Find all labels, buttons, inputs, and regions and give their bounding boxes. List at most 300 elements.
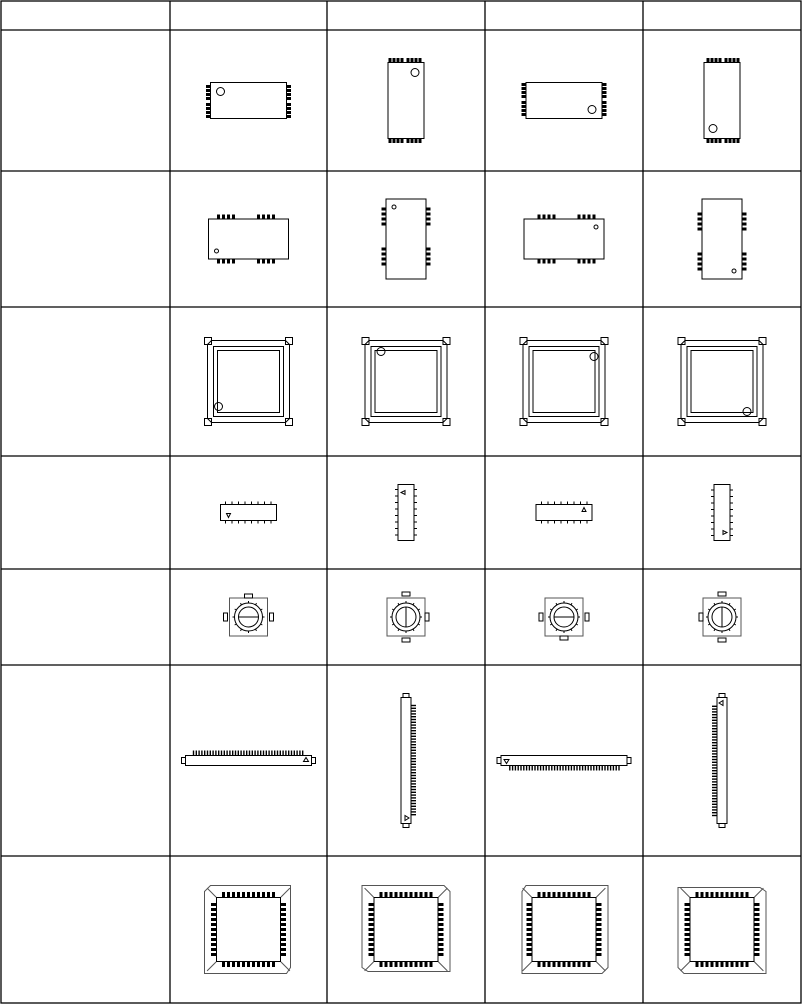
pin [248, 893, 250, 897]
corner-latch [281, 888, 290, 897]
package-body [386, 199, 426, 279]
pin [726, 893, 728, 897]
pin [711, 893, 713, 897]
pin [426, 248, 430, 250]
pin [382, 223, 386, 225]
pin [553, 215, 555, 219]
terminal [402, 592, 410, 596]
pin [228, 259, 230, 263]
pin [212, 914, 216, 916]
socket-body [690, 898, 754, 962]
pin [568, 893, 570, 897]
pin [218, 215, 220, 219]
pin [527, 914, 531, 916]
pin [273, 893, 275, 897]
pin [439, 949, 443, 951]
pin [382, 218, 386, 220]
terminal [270, 613, 274, 621]
pin [711, 139, 713, 143]
qfp-square-package-rot-270 [678, 338, 766, 426]
pin [707, 59, 709, 63]
pin [382, 208, 386, 210]
pin [268, 259, 270, 263]
pin1-marker [405, 816, 409, 821]
pin [721, 893, 723, 897]
pin [522, 96, 526, 98]
pin [282, 949, 286, 951]
pin1-marker [732, 269, 736, 273]
pin [543, 893, 545, 897]
pin [207, 112, 211, 114]
package-body [524, 219, 604, 259]
terminal [699, 613, 703, 621]
pin [282, 919, 286, 921]
pin [548, 259, 550, 263]
pin [685, 919, 689, 921]
pin [527, 904, 531, 906]
pin [527, 939, 531, 941]
pin [425, 893, 427, 897]
pin [369, 934, 373, 936]
sop-soj-package-rot-180 [522, 83, 606, 119]
pin [548, 893, 550, 897]
rotor-tooth [413, 629, 414, 631]
pin [602, 110, 606, 112]
pin [430, 893, 432, 897]
package-body [371, 347, 441, 417]
inner-outline [691, 351, 753, 413]
pin [731, 963, 733, 967]
pin [711, 963, 713, 967]
pin [382, 248, 386, 250]
pin [407, 59, 409, 63]
pin [543, 259, 545, 263]
pin [716, 893, 718, 897]
inner-outline [375, 351, 437, 413]
pin [543, 215, 545, 219]
pin [287, 98, 291, 100]
pin [439, 944, 443, 946]
pin [207, 104, 211, 106]
pin [706, 893, 708, 897]
pin [527, 949, 531, 951]
rotor-tooth [418, 609, 420, 610]
pin [263, 259, 265, 263]
pin [420, 963, 422, 967]
pin [212, 954, 216, 956]
pin [248, 963, 250, 967]
pin1-marker [719, 701, 723, 706]
rotor-tooth [729, 629, 730, 631]
pin [397, 59, 399, 63]
pin [287, 108, 291, 110]
pin [389, 59, 391, 63]
pin [405, 893, 407, 897]
pin [558, 893, 560, 897]
pin [715, 59, 717, 63]
connector-tab [627, 758, 631, 764]
pin [685, 939, 689, 941]
pin [563, 893, 565, 897]
pin [597, 949, 601, 951]
pin [698, 223, 702, 225]
pin [578, 215, 580, 219]
pin [390, 893, 392, 897]
pin [228, 893, 230, 897]
pin1-marker [304, 758, 309, 762]
pin [588, 893, 590, 897]
trimmer-potentiometer-rot-90 [387, 592, 429, 642]
pin [369, 944, 373, 946]
corner-latch [438, 888, 447, 897]
corner-latch [681, 888, 690, 897]
rotor-tooth [256, 629, 257, 631]
pin [685, 909, 689, 911]
pin [439, 909, 443, 911]
pin [597, 909, 601, 911]
pin [578, 963, 580, 967]
pin [602, 88, 606, 90]
pin [755, 909, 759, 911]
pin [207, 94, 211, 96]
pin [207, 90, 211, 92]
pin [602, 84, 606, 86]
pin [696, 963, 698, 967]
pin [411, 139, 413, 143]
rotor-tooth [571, 629, 572, 631]
pin [369, 949, 373, 951]
pin [233, 215, 235, 219]
pin [736, 893, 738, 897]
pin [410, 963, 412, 967]
pin [382, 253, 386, 255]
pin [742, 228, 746, 230]
pin1-marker [709, 125, 717, 133]
rotor-tooth [550, 624, 552, 625]
pin [273, 259, 275, 263]
small-dip-package-rot-0 [221, 502, 277, 524]
pin [382, 263, 386, 265]
pin [527, 944, 531, 946]
pin [400, 893, 402, 897]
pin [543, 963, 545, 967]
rotor-tooth [576, 624, 578, 625]
terminal [402, 638, 410, 642]
package-body [214, 347, 284, 417]
sop-soj-package-rot-0 [207, 83, 291, 119]
pin [746, 893, 748, 897]
dip-style-package-rot-90 [382, 199, 430, 279]
pin [439, 914, 443, 916]
pin [602, 102, 606, 104]
pin [588, 215, 590, 219]
pin [415, 963, 417, 967]
pin [223, 963, 225, 967]
rotor-tooth [241, 629, 242, 631]
pin [282, 934, 286, 936]
pin [583, 893, 585, 897]
pin [522, 84, 526, 86]
pin [698, 228, 702, 230]
pin [411, 59, 413, 63]
pin [755, 919, 759, 921]
rotor-tooth [729, 603, 730, 605]
pin [563, 963, 565, 967]
pin [223, 259, 225, 263]
pin [597, 944, 601, 946]
pin [726, 963, 728, 967]
corner-latch [523, 962, 532, 971]
connector-tab [182, 758, 186, 764]
pin [233, 963, 235, 967]
pin [212, 934, 216, 936]
pin [223, 215, 225, 219]
pin [439, 929, 443, 931]
rotor-tooth [413, 603, 414, 605]
pin [439, 939, 443, 941]
pin [380, 963, 382, 967]
pin [426, 218, 430, 220]
pin [253, 893, 255, 897]
pin [287, 86, 291, 88]
pin [385, 963, 387, 967]
pin [742, 258, 746, 260]
rotor-tooth [261, 609, 263, 610]
pin [212, 929, 216, 931]
inner-outline [533, 351, 595, 413]
pin [287, 104, 291, 106]
pin [287, 94, 291, 96]
rotor-tooth [235, 609, 237, 610]
pin [522, 114, 526, 116]
pin [393, 59, 395, 63]
pin [395, 893, 397, 897]
pin [263, 963, 265, 967]
terminal [224, 613, 228, 621]
terminal [560, 636, 568, 640]
pin [701, 963, 703, 967]
pin [701, 893, 703, 897]
corner-latch [281, 962, 290, 971]
pin [725, 139, 727, 143]
sop-soj-package-rot-90 [388, 59, 424, 143]
pin [253, 963, 255, 967]
terminal [718, 592, 726, 596]
pin [407, 139, 409, 143]
pin [420, 893, 422, 897]
pin [742, 253, 746, 255]
pin [207, 116, 211, 118]
rotor-tooth [241, 603, 242, 605]
pin [430, 963, 432, 967]
pin [583, 963, 585, 967]
pin [522, 92, 526, 94]
pin [742, 263, 746, 265]
pin [685, 904, 689, 906]
pin [755, 929, 759, 931]
pin [415, 893, 417, 897]
socket-outline [205, 886, 291, 974]
pin [698, 213, 702, 215]
pin [548, 963, 550, 967]
corner-latch [438, 962, 447, 971]
pin [369, 919, 373, 921]
pin [369, 954, 373, 956]
pin [588, 963, 590, 967]
rotor-tooth [392, 624, 394, 625]
pin [263, 215, 265, 219]
pin [583, 259, 585, 263]
rotor-tooth [734, 609, 736, 610]
table-border [1, 1, 801, 1003]
pin [538, 893, 540, 897]
pin [742, 268, 746, 270]
pin [282, 909, 286, 911]
package-body [714, 485, 730, 541]
qfp-square-package-rot-180 [520, 338, 608, 426]
pin [685, 949, 689, 951]
connector-tab [403, 824, 409, 828]
pin [268, 963, 270, 967]
pin [698, 268, 702, 270]
pin [522, 88, 526, 90]
socket-outline [678, 888, 766, 974]
pin [573, 893, 575, 897]
pin [742, 223, 746, 225]
rotor-tooth [714, 603, 715, 605]
pin [527, 924, 531, 926]
pin [243, 963, 245, 967]
pin [548, 215, 550, 219]
terminal [539, 613, 543, 621]
pin [212, 924, 216, 926]
pin [282, 914, 286, 916]
qfp-square-package-rot-0 [205, 338, 293, 426]
pin1-marker [215, 403, 223, 411]
rotor-tooth [556, 629, 557, 631]
pin [282, 929, 286, 931]
pin [369, 904, 373, 906]
plcc-socket-rot-0 [205, 886, 291, 974]
pin [736, 963, 738, 967]
pin [273, 963, 275, 967]
terminal [585, 613, 589, 621]
plcc-socket-rot-270 [678, 888, 766, 974]
pin1-marker [504, 760, 509, 764]
rotor-tooth [550, 609, 552, 610]
corner-latch [207, 962, 216, 971]
package-body [221, 505, 277, 521]
pin1-marker [590, 353, 598, 361]
pin [733, 59, 735, 63]
pin [390, 963, 392, 967]
fine-pitch-connector-rot-0 [182, 751, 316, 766]
rotor-tooth [571, 603, 572, 605]
pin [733, 139, 735, 143]
rotor-tooth [398, 629, 399, 631]
pin1-marker [582, 508, 586, 512]
pin [405, 963, 407, 967]
pin1-marker [594, 225, 598, 229]
connector-tab [403, 694, 409, 698]
pin [593, 215, 595, 219]
pin [207, 98, 211, 100]
pin [268, 893, 270, 897]
pin [742, 218, 746, 220]
connector-body [717, 698, 727, 824]
corner-latch [754, 888, 763, 897]
plcc-socket-rot-180 [522, 886, 608, 974]
pin [369, 939, 373, 941]
rotor-tooth [235, 624, 237, 625]
pin [715, 139, 717, 143]
pin [415, 139, 417, 143]
pin [527, 929, 531, 931]
pin [425, 963, 427, 967]
pin [233, 893, 235, 897]
pin [737, 139, 739, 143]
corner-latch [523, 888, 532, 897]
pin [742, 213, 746, 215]
pin [397, 139, 399, 143]
pin [389, 139, 391, 143]
pin [385, 893, 387, 897]
pin [685, 924, 689, 926]
pin [602, 106, 606, 108]
pin [558, 963, 560, 967]
plcc-socket-rot-90 [362, 886, 450, 972]
socket-body [532, 898, 596, 962]
pin [282, 954, 286, 956]
package-body [398, 485, 414, 541]
terminal [245, 594, 253, 598]
pin [263, 893, 265, 897]
corner-latch [596, 888, 605, 897]
pin [755, 954, 759, 956]
pin [419, 139, 421, 143]
pin [597, 939, 601, 941]
pin [602, 96, 606, 98]
pin [282, 939, 286, 941]
pin [238, 963, 240, 967]
connector-body [501, 756, 627, 766]
pin [522, 110, 526, 112]
pin [597, 919, 601, 921]
pin [755, 924, 759, 926]
pin1-marker [377, 348, 385, 356]
pin [583, 215, 585, 219]
small-dip-package-rot-180 [536, 502, 592, 524]
pin [369, 929, 373, 931]
pin [698, 258, 702, 260]
corner-latch [207, 888, 216, 897]
socket-body [374, 898, 438, 962]
rotor-tooth [398, 603, 399, 605]
pin [369, 909, 373, 911]
package-body [702, 199, 742, 279]
pin [578, 893, 580, 897]
pin [282, 924, 286, 926]
pin [400, 963, 402, 967]
pin [401, 139, 403, 143]
pin [212, 949, 216, 951]
pin [426, 223, 430, 225]
pin [382, 213, 386, 215]
pin [755, 904, 759, 906]
pin [731, 893, 733, 897]
pin [527, 954, 531, 956]
pin1-marker [392, 205, 396, 209]
